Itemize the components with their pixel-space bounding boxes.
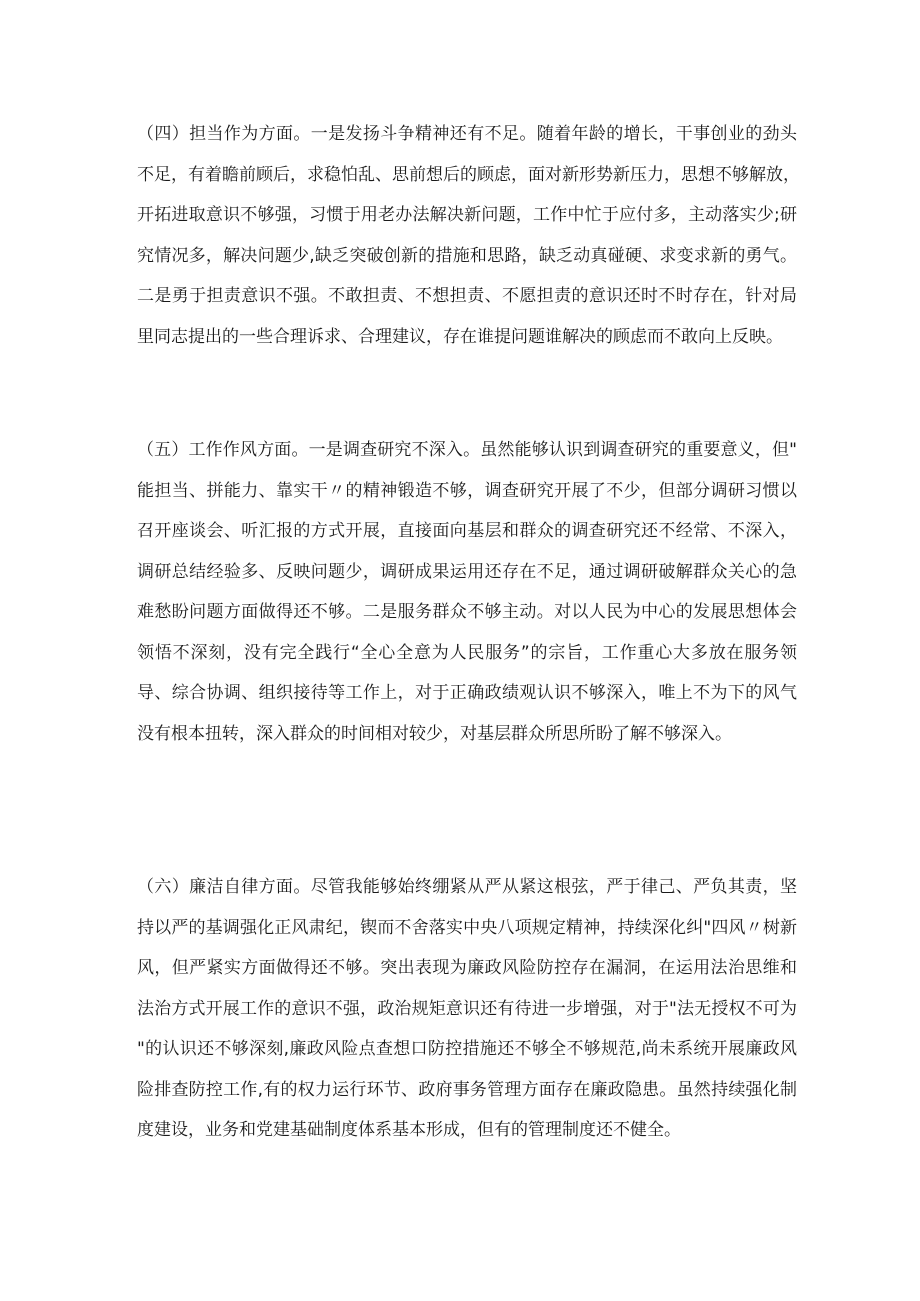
paragraph-line: 风，但严紧实方面做得还不够。突出表现为廉政风险防控存在漏洞，在运用法治思维和 (137, 958, 797, 978)
paragraph-line: 开拓进取意识不够强，习惯于用老办法解决新问题，工作中忙于应付多，主动落实少;研 (137, 205, 797, 225)
paragraph-line: 没有根本扭转，深入群众的时间相对较少，对基层群众所思所盼了解不够深入。 (137, 723, 732, 744)
paragraph-line: 调研总结经验多、反映问题少，调研成果运用还存在不足，通过调研破解群众关心的急 (137, 561, 797, 582)
paragraph-line: 领悟不深刻，没有完全践行“全心全意为人民服务”的宗旨，工作重心大多放在服务领 (137, 642, 797, 663)
paragraph-line: 导、综合协调、组织接待等工作上，对于正确政绩观认识不够深入，唯上不为下的风气 (137, 683, 797, 703)
paragraph-work-style (137, 430, 797, 754)
paragraph-integrity (137, 867, 797, 1151)
paragraph-line: 究情况多，解决问题少,缺乏突破创新的措施和思路，缺乏动真碰硬、求变求新的勇气。 (137, 245, 797, 266)
paragraph-line: 持以严的基调强化正风肃纪，锲而不舍落实中央八项规定精神，持续深化纠"四风〃树新 (137, 917, 797, 938)
paragraph-line: 法治方式开展工作的意识不强，政治规矩意识还有待进一步增强，对于"法无授权不可为 (137, 998, 797, 1019)
paragraph-line: 能担当、拼能力、靠实干〃的精神锻造不够，调查研究开展了不少，但部分调研习惯以 (137, 480, 797, 501)
paragraph-line: （四）担当作为方面。一是发扬斗争精神还有不足。随着年龄的增长，干事创业的劲头 (137, 124, 797, 144)
paragraph-line: 难愁盼问题方面做得还不够。二是服务群众不够主动。对以人民为中心的发展思想体会 (137, 602, 797, 622)
paragraph-line: 险排查防控工作,有的权力运行环节、政府事务管理方面存在廉政隐患。虽然持续强化制 (137, 1079, 797, 1100)
paragraph-line: （六）廉洁自律方面。尽管我能够始终绷紧从严从紧这根弦，严于律己、严负其责，坚 (137, 877, 797, 897)
paragraph-line: 度建设，业务和党建基础制度体系基本形成，但有的管理制度还不健全。 (137, 1120, 681, 1140)
paragraph-line: 二是勇于担责意识不强。不敢担责、不想担责、不愿担责的意识还时不时存在，针对局 (137, 286, 797, 306)
paragraph-line: 召开座谈会、听汇报的方式开展，直接面向基层和群众的调查研究还不经常、不深入， (137, 521, 797, 541)
paragraph-responsibility (137, 114, 800, 357)
paragraph-line: （五）工作作风方面。一是调查研究不深入。虽然能够认识到调查研究的重要意义，但" (137, 440, 797, 460)
paragraph-line: 里同志提出的一些合理诉求、合理建议，存在谁提问题谁解决的顾虑而不敢向上反映。 (137, 326, 783, 347)
paragraph-line: 不足，有着瞻前顾后，求稳怕乱、思前想后的顾虑，面对新形势新压力，思想不够解放， (137, 164, 800, 185)
paragraph-line: "的认识还不够深刻,廉政风险点查想口防控措施还不够全不够规范,尚未系统开展廉政风 (137, 1039, 797, 1059)
